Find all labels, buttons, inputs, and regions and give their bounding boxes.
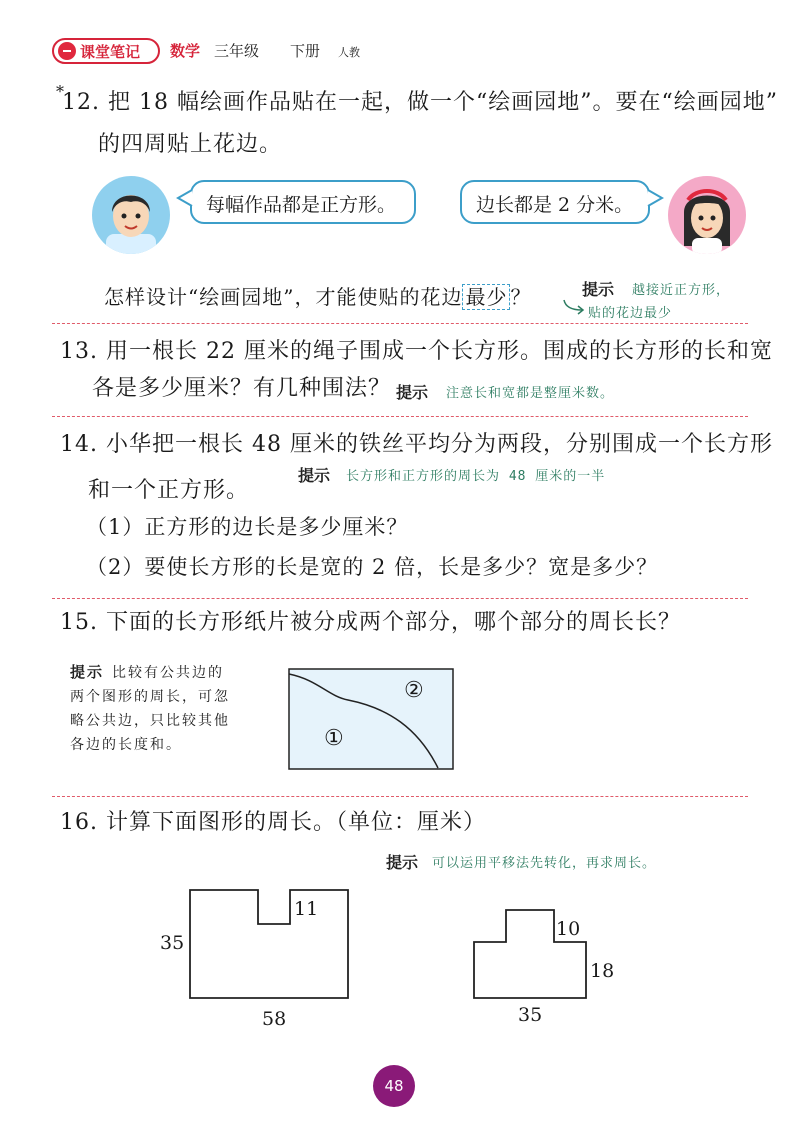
q14-sub1: （1）正方形的边长是多少厘米？ [86, 515, 409, 539]
q15-hint-line1: 比较有公共边的 [112, 665, 225, 681]
girl-avatar-illustration [668, 176, 746, 254]
q16-fig1-bottom-label: 58 [262, 1008, 287, 1030]
header-badge [52, 38, 160, 64]
q14-hint-label: 提示 [298, 466, 331, 485]
q14-line1: 14. 小华把一根长 48 厘米的铁丝平均分为两段，分别围成一个长方形 [60, 432, 773, 457]
q16-hint-label: 提示 [386, 853, 419, 872]
q15-rectangle-figure [288, 668, 454, 770]
separator-3 [52, 598, 748, 599]
q16-fig2-right-label: 18 [590, 960, 615, 982]
girl-speech-bubble [460, 180, 650, 224]
q15-hint-line3: 略公共边，只比较其他 [70, 713, 230, 729]
q15-hint [70, 660, 270, 757]
header-subject: 数学 [170, 42, 201, 60]
q15-part2-label: ② [404, 678, 424, 703]
boy-speech-bubble [190, 180, 416, 224]
girl-bubble-tail [646, 188, 664, 208]
q16-fig1-notch-label: 11 [294, 898, 319, 920]
girl-speech-text: 边长都是 2 分米。 [476, 194, 634, 216]
q15-hint-label: 提示 [70, 663, 105, 681]
q12-question-mark: ？ [510, 285, 532, 309]
q16-figure1-outline [190, 890, 348, 998]
boy-bubble-tail [176, 188, 194, 208]
q12-line2: 的四周贴上花边。 [98, 132, 283, 157]
header-volume: 下册 [290, 42, 321, 60]
boy-speech-text: 每幅作品都是正方形。 [206, 194, 397, 216]
q12-question [104, 282, 531, 312]
q16-line1: 16. 计算下面图形的周长。（单位：厘米） [60, 810, 486, 835]
q16-fig2-top-label: 10 [556, 918, 581, 940]
q13-hint-label: 提示 [396, 383, 429, 402]
q13-line1: 13. 用一根长 22 厘米的绳子围成一个长方形。围成的长方形的长和宽 [60, 339, 773, 364]
q14-line2: 和一个正方形。 [88, 478, 250, 503]
q12-star: * [56, 82, 64, 101]
q12-question-boxed: 最少 [462, 284, 510, 310]
q12-question-text: 怎样设计“绘画园地”，才能使贴的花边 [104, 285, 463, 309]
q15-hint-line2: 两个图形的周长，可忽 [70, 689, 230, 705]
q15-line1: 15. 下面的长方形纸片被分成两个部分，哪个部分的周长长？ [60, 610, 681, 635]
q16-figure1 [180, 886, 360, 1006]
q16-fig1-left-label: 35 [160, 932, 185, 954]
q15-rectangle [289, 669, 453, 769]
q14-sub2: （2）要使长方形的长是宽的 2 倍，长是多少？宽是多少？ [86, 555, 659, 579]
header-badge-label: 课堂笔记 [80, 42, 141, 61]
q16-hint: 可以运用平移法先转化，再求周长。 [432, 856, 657, 871]
q13-hint: 注意长和宽都是整厘米数。 [446, 386, 615, 401]
q14-hint: 长方形和正方形的周长为 48 厘米的一半 [346, 469, 606, 484]
pen-icon [58, 42, 76, 60]
q12-line1: 12. 把 18 幅绘画作品贴在一起，做一个“绘画园地”。要在“绘画园地” [62, 90, 778, 115]
header-publisher: 人教 [338, 46, 360, 59]
q15-hint-line4: 各边的长度和。 [70, 737, 182, 753]
q12-hint-line1: 越接近正方形， [632, 283, 731, 298]
separator-4 [52, 796, 748, 797]
boy-avatar [92, 176, 170, 254]
q12-hint-line2: 贴的花边最少 [588, 306, 673, 321]
q15-part1-label: ① [324, 726, 344, 751]
page-number: 48 [373, 1065, 415, 1107]
header-grade: 三年级 [214, 42, 260, 60]
q12-hint-label: 提示 [582, 280, 615, 299]
boy-avatar-illustration [92, 176, 170, 254]
separator-1 [52, 323, 748, 324]
separator-2 [52, 416, 748, 417]
girl-avatar [668, 176, 746, 254]
q16-fig2-bottom-label: 35 [518, 1004, 543, 1026]
q13-line2: 各是多少厘米？有几种围法？ [92, 376, 392, 401]
q12-hint-arrow [562, 298, 586, 318]
